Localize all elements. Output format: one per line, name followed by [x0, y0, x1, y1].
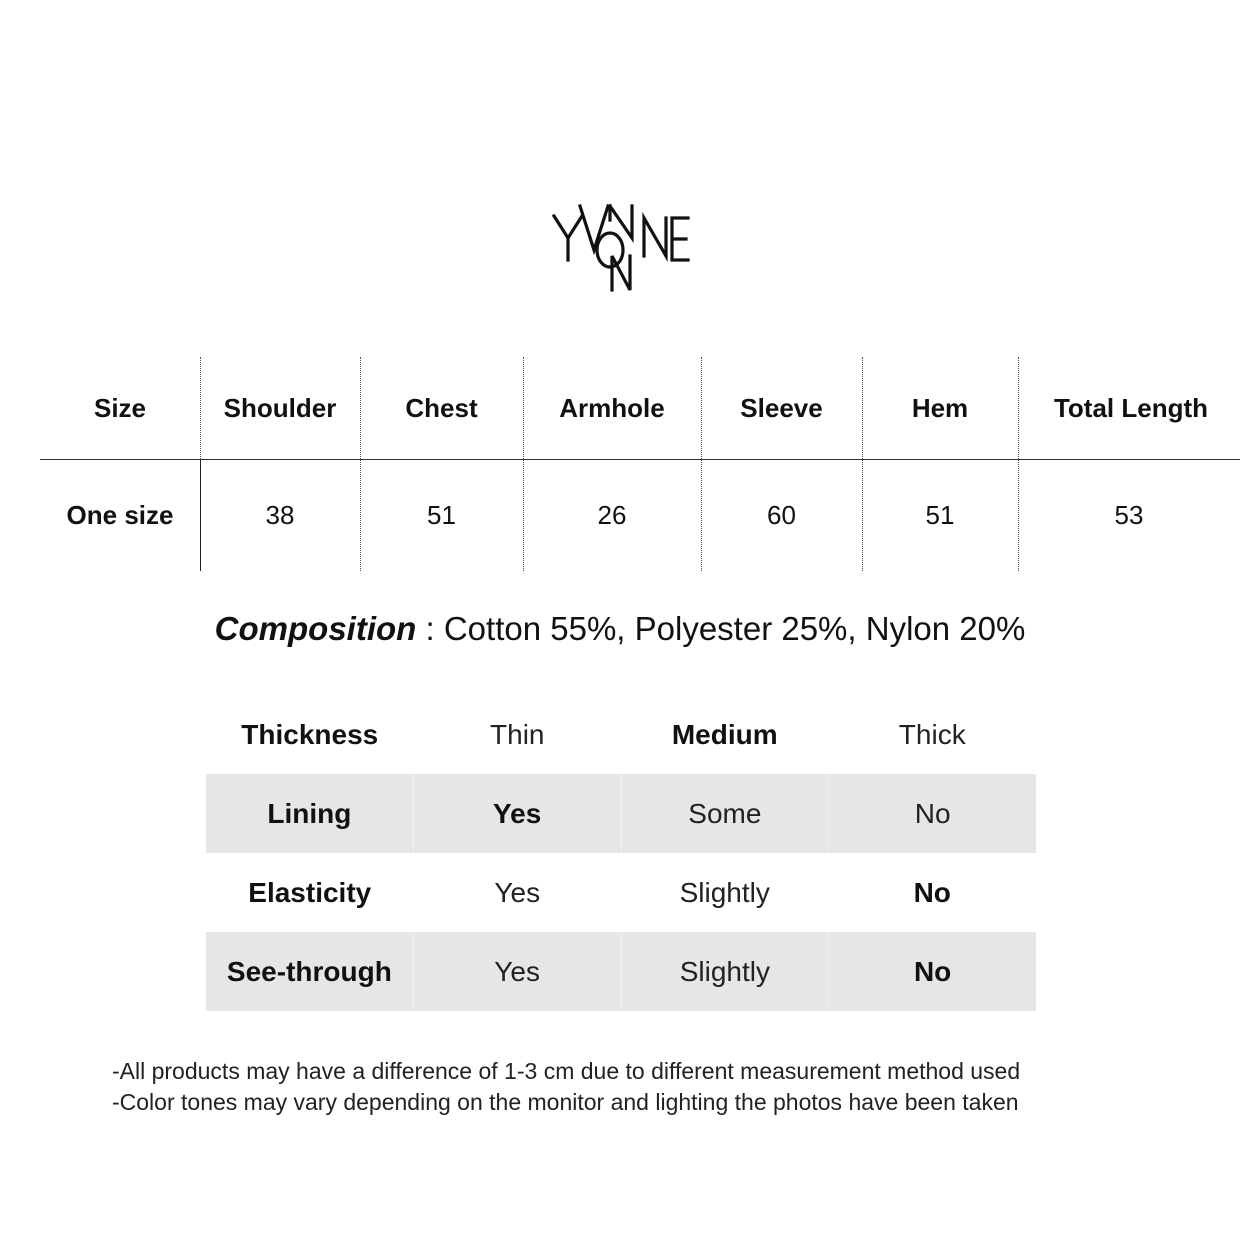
brand-logo — [548, 198, 694, 294]
fabric-option: Thin — [490, 718, 545, 750]
size-divider — [523, 357, 524, 571]
composition-value: Cotton 55%, Polyester 25%, Nylon 20% — [443, 610, 1026, 647]
fabric-option-selected: Yes — [413, 774, 621, 853]
yvonne-monogram-logo-icon — [548, 198, 694, 294]
fabric-row-see-through — [206, 932, 1036, 1011]
fabric-row-label: Lining — [267, 797, 352, 829]
size-value-hem: 51 — [925, 500, 955, 530]
size-value-armhole: 26 — [597, 500, 627, 530]
size-divider — [862, 357, 863, 571]
fabric-attributes-table — [206, 695, 1036, 1011]
size-value-total-length: 53 — [1114, 500, 1144, 530]
size-header-chest: Chest — [405, 392, 478, 423]
fabric-option: Yes — [494, 876, 541, 908]
fabric-option: Thick — [898, 718, 966, 750]
fabric-row-thickness — [206, 695, 1036, 774]
size-divider — [1018, 357, 1019, 571]
size-value-sleeve: 60 — [767, 500, 796, 530]
fabric-option: No — [828, 774, 1036, 853]
size-header-rule — [40, 459, 1240, 460]
fabric-option: Slightly — [621, 932, 829, 1011]
composition-line — [0, 610, 1240, 648]
fabric-row-label: Elasticity — [248, 876, 372, 908]
composition-label: Composition — [214, 610, 417, 647]
size-value-chest: 51 — [427, 500, 456, 530]
size-divider-solid — [200, 460, 201, 571]
composition-separator: : — [416, 610, 444, 647]
note-color: -Color tones may vary depending on the monitor and lighting the photos have been taken — [112, 1089, 1019, 1115]
size-header-armhole: Armhole — [559, 392, 665, 423]
size-table — [40, 357, 1240, 571]
size-value-shoulder: 38 — [265, 500, 295, 530]
fabric-option-selected: Medium — [671, 718, 778, 750]
notes — [112, 1056, 1212, 1118]
fabric-option: Some — [621, 774, 829, 853]
fabric-row-label: Thickness — [241, 718, 379, 750]
size-header-shoulder: Shoulder — [223, 392, 337, 423]
size-divider — [200, 357, 201, 459]
size-header-total-length: Total Length — [1053, 392, 1209, 423]
fabric-row-label: See-through — [226, 955, 392, 987]
fabric-option-selected: No — [913, 876, 951, 908]
size-header-hem: Hem — [911, 392, 969, 423]
size-header-sleeve: Sleeve — [740, 392, 823, 423]
fabric-option: Yes — [413, 932, 621, 1011]
fabric-option: Slightly — [679, 876, 770, 908]
fabric-option-selected: No — [828, 932, 1036, 1011]
size-divider — [360, 357, 361, 571]
fabric-row-elasticity — [206, 853, 1036, 932]
size-divider — [701, 357, 702, 571]
size-header-size: Size — [93, 392, 147, 423]
size-row-label: One size — [66, 500, 174, 530]
fabric-row-lining — [206, 774, 1036, 853]
note-measurement: -All products may have a difference of 1-3 cm due to different measurement method used — [112, 1058, 1021, 1084]
